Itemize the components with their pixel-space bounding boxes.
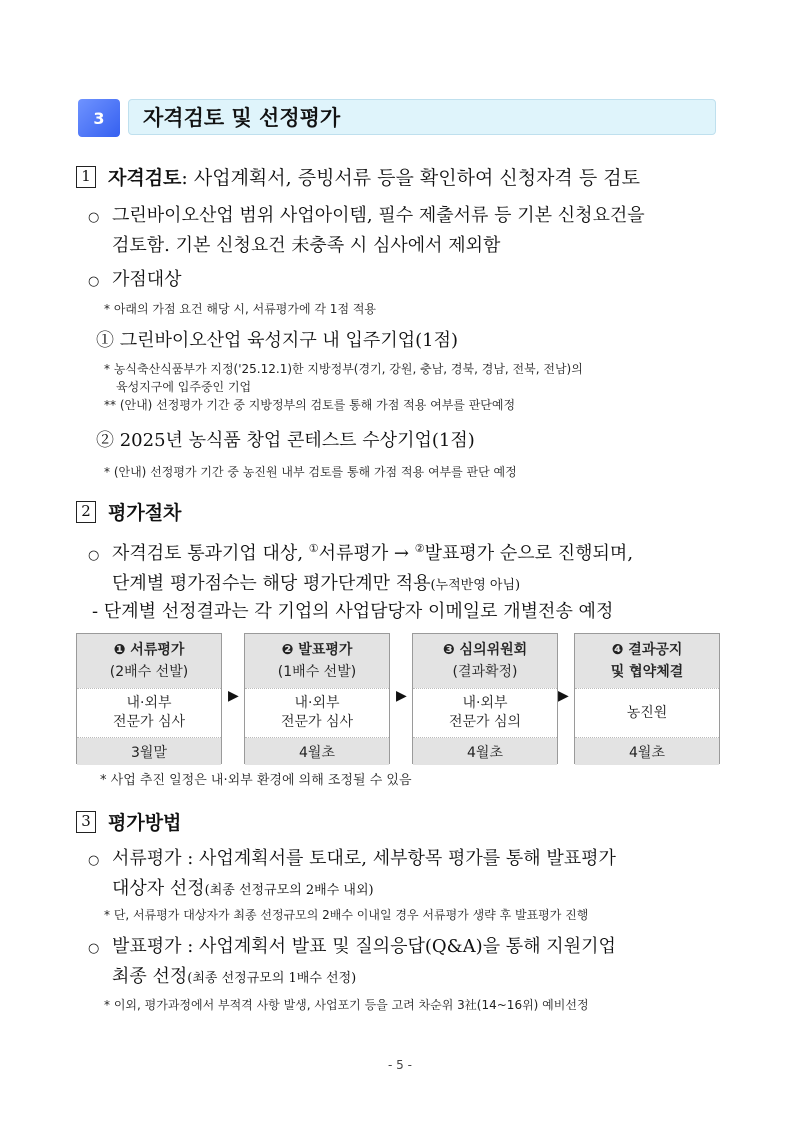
section-1-description: : 사업계획서, 증빙서류 등을 확인하여 신청자격 등 검토 bbox=[181, 167, 640, 189]
bullet-text-cont: 검토함. 기본 신청요건 未충족 시 심사에서 제외함 bbox=[112, 235, 501, 256]
section-3-heading bbox=[76, 808, 181, 835]
section-1-number-box: 1 bbox=[76, 166, 96, 188]
section-1-heading bbox=[76, 163, 640, 190]
note-line: 육성지구에 입주중인 기업 bbox=[116, 380, 252, 394]
flow-step-subtitle: (1배수 선발) bbox=[277, 664, 357, 680]
bullet-text-cont: 최종 선정 bbox=[112, 966, 188, 987]
schedule-note: * 사업 추진 일정은 내·외부 환경에 의해 조정될 수 있음 bbox=[100, 773, 412, 788]
flow-step-subtitle: 및 협약체결 bbox=[610, 664, 684, 680]
bullet-text: 발표평가 : 사업계획서 발표 및 질의응답(Q&A)을 통해 지원기업 bbox=[112, 936, 616, 957]
bonus-item-1: ① 그린바이오산업 육성지구 내 입주기업(1점) bbox=[96, 330, 458, 351]
bullet-circle-icon: ○ bbox=[88, 853, 100, 868]
bullet-text: 서류평가 → bbox=[318, 543, 415, 564]
flow-step-3 bbox=[412, 633, 558, 764]
note-line: * 농식축산식품부가 지정('25.12.1)한 지방정부(경기, 강원, 충남, 경북, 경남, 전북, 전남)의 bbox=[104, 362, 583, 376]
flow-step-body: 전문가 심의 bbox=[448, 714, 522, 730]
bonus-item-2-note: * (안내) 선정평가 기간 중 농진원 내부 검토를 통해 가점 적용 여부를 판단 예정 bbox=[104, 465, 517, 479]
flow-step-title: ❹ 결과공지 bbox=[611, 642, 683, 658]
arrow-right-icon: ▶ bbox=[558, 688, 569, 704]
bullet-circle-icon: ○ bbox=[88, 210, 100, 225]
bonus-item-1-notes bbox=[104, 360, 744, 414]
flow-step-body: 내·외부 bbox=[462, 695, 508, 711]
flow-step-subtitle: (2배수 선발) bbox=[109, 664, 189, 680]
bullet-bonus-target bbox=[88, 266, 182, 296]
bullet-eligibility bbox=[88, 202, 738, 260]
method-document-review-note: * 단, 서류평가 대상자가 최종 선정규모의 2배수 이내일 경우 서류평가 생략 후 발표평가 진행 bbox=[104, 908, 589, 922]
flow-step-body: 내·외부 bbox=[126, 695, 172, 711]
bullet-text: 그린바이오산업 범위 사업아이템, 필수 제출서류 등 기본 신청요건을 bbox=[112, 205, 645, 226]
flow-step-body: 전문가 심사 bbox=[280, 714, 354, 730]
method-presentation-note: * 이외, 평가과정에서 부적격 사항 발생, 사업포기 등을 고려 차순위 3社(14~16위) 예비선정 bbox=[104, 998, 589, 1012]
bullet-text-cont: 대상자 선정 bbox=[112, 878, 205, 899]
flow-step-1 bbox=[76, 633, 222, 764]
section-2-title: 평가절차 bbox=[108, 502, 182, 524]
flow-step-time: 4월초 bbox=[575, 738, 719, 765]
section-2-heading bbox=[76, 498, 181, 525]
bullet-circle-icon: ○ bbox=[88, 548, 100, 563]
section-number-badge: 3 bbox=[78, 99, 120, 137]
flow-step-time: 4월초 bbox=[413, 738, 557, 765]
section-2-number-box: 2 bbox=[76, 501, 96, 523]
flow-step-title: ❷ 발표평가 bbox=[281, 642, 353, 658]
bullet-text: 서류평가 : 사업계획서를 토대로, 세부항목 평가를 통해 발표평가 bbox=[112, 848, 616, 869]
bullet-procedure bbox=[88, 535, 738, 600]
bullet-text-small: (최종 선정규모의 2배수 내외) bbox=[204, 883, 374, 898]
flow-step-title: ❸ 심의위원회 bbox=[442, 642, 528, 658]
bullet-text: 가점대상 bbox=[112, 269, 182, 290]
flow-step-subtitle: (결과확정) bbox=[452, 664, 518, 680]
flow-step-body: 농진원 bbox=[626, 704, 668, 721]
bonus-item-2: ② 2025년 농식품 창업 콘테스트 수상기업(1점) bbox=[96, 430, 475, 451]
flow-step-body: 전문가 심사 bbox=[112, 714, 186, 730]
bullet-circle-icon: ○ bbox=[88, 941, 100, 956]
section-1-title: 자격검토 bbox=[108, 167, 182, 189]
note-line: ** (안내) 선정평가 기간 중 지방정부의 검토를 통해 가점 적용 여부를 판단예정 bbox=[104, 398, 516, 412]
flow-step-time: 4월초 bbox=[245, 738, 389, 765]
step-marker: ① bbox=[308, 542, 319, 555]
bullet-circle-icon: ○ bbox=[88, 274, 100, 289]
bonus-note: * 아래의 가점 요건 해당 시, 서류평가에 각 1점 적용 bbox=[104, 302, 377, 316]
arrow-right-icon: ▶ bbox=[228, 688, 239, 704]
section-3-title: 평가방법 bbox=[108, 812, 182, 834]
bullet-text-small: (최종 선정규모의 1배수 선정) bbox=[187, 971, 357, 986]
arrow-right-icon: ▶ bbox=[396, 688, 407, 704]
bullet-text: 발표평가 순으로 진행되며, bbox=[424, 543, 634, 564]
bullet-text-cont: 단계별 평가점수는 해당 평가단계만 적용 bbox=[112, 573, 431, 594]
section-3-number-box: 3 bbox=[76, 811, 96, 833]
page-number: - 5 - bbox=[388, 1058, 412, 1072]
flow-step-4 bbox=[574, 633, 720, 764]
bullet-text: 자격검토 통과기업 대상, bbox=[112, 543, 309, 564]
flow-step-body: 내·외부 bbox=[294, 695, 340, 711]
dash-result-notice: - 단계별 선정결과는 각 기업의 사업담당자 이메일로 개별전송 예정 bbox=[92, 601, 614, 622]
section-header-title: 자격검토 및 선정평가 bbox=[128, 99, 716, 135]
method-presentation bbox=[88, 933, 738, 993]
flow-step-title: ❶ 서류평가 bbox=[113, 642, 185, 658]
bullet-text-small: (누적반영 아님) bbox=[430, 578, 521, 593]
flow-step-time: 3월말 bbox=[77, 738, 221, 765]
method-document-review bbox=[88, 845, 738, 905]
flow-step-2 bbox=[244, 633, 390, 764]
step-marker: ② bbox=[414, 542, 425, 555]
